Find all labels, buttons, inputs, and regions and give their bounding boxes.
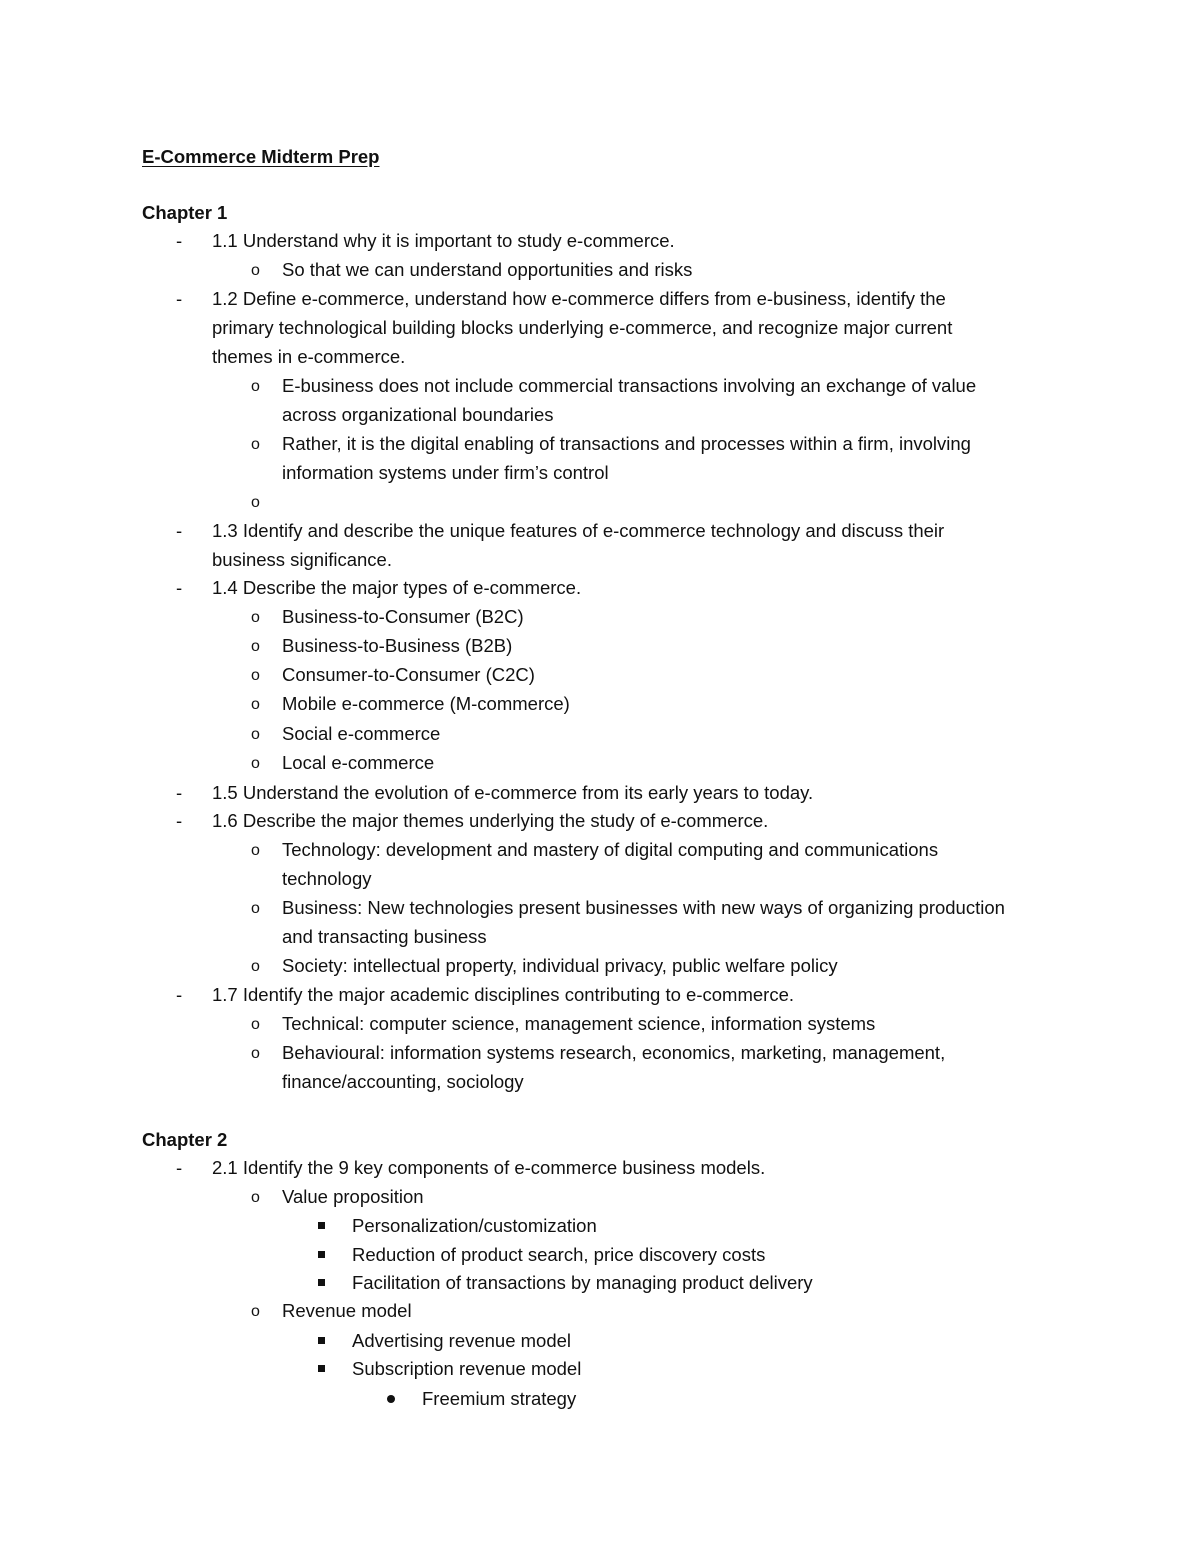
list-item: 1.3 Identify and describe the unique features of e-commerce technology and discuss their	[212, 520, 945, 541]
circle-bullet: o	[251, 1016, 260, 1033]
list-item: Revenue model	[282, 1300, 412, 1321]
circle-bullet: o	[251, 667, 260, 684]
square-bullet	[318, 1251, 325, 1258]
list-item: Society: intellectual property, individual privacy, public welfare policy	[282, 955, 838, 976]
list-item: Advertising revenue model	[352, 1330, 572, 1351]
list-item: Behavioural: information systems research, economics, marketing, management,	[282, 1042, 946, 1063]
list-item: 1.1 Understand why it is important to study e-commerce.	[212, 230, 675, 251]
circle-bullet: o	[251, 958, 260, 975]
list-item: Facilitation of transactions by managing product delivery	[352, 1272, 813, 1293]
document-title: E-Commerce Midterm Prep	[142, 146, 380, 167]
circle-bullet: o	[251, 755, 260, 772]
list-item: themes in e-commerce.	[212, 346, 406, 367]
dash-bullet: -	[176, 288, 183, 309]
circle-bullet: o	[251, 378, 260, 395]
dash-bullet: -	[176, 1157, 183, 1178]
list-item: 1.4 Describe the major types of e-commerce.	[212, 577, 582, 598]
list-item: Personalization/customization	[352, 1215, 597, 1236]
list-item: 1.6 Describe the major themes underlying the study of e-commerce.	[212, 810, 769, 831]
circle-bullet: o	[251, 726, 260, 743]
dash-bullet: -	[176, 810, 183, 831]
list-item: Technology: development and mastery of digital computing and communications	[282, 839, 939, 860]
list-item: Consumer-to-Consumer (C2C)	[282, 664, 535, 685]
list-item: 1.2 Define e-commerce, understand how e-commerce differs from e-business, identify the	[212, 288, 946, 309]
list-item: Technical: computer science, management science, information systems	[282, 1013, 876, 1034]
list-item: technology	[282, 868, 372, 889]
dash-bullet: -	[176, 782, 183, 803]
round-bullet	[387, 1395, 395, 1403]
square-bullet	[318, 1365, 325, 1372]
circle-bullet: o	[251, 1303, 260, 1320]
list-item: across organizational boundaries	[282, 404, 554, 425]
circle-bullet: o	[251, 1189, 260, 1206]
list-item: Value proposition	[282, 1186, 424, 1207]
list-item: and transacting business	[282, 926, 487, 947]
circle-bullet: o	[251, 609, 260, 626]
dash-bullet: -	[176, 984, 183, 1005]
circle-bullet: o	[251, 436, 260, 453]
square-bullet	[318, 1337, 325, 1344]
list-item: primary technological building blocks underlying e-commerce, and recognize major current	[212, 317, 953, 338]
circle-bullet: o	[251, 1045, 260, 1062]
chapter-2-heading: Chapter 2	[142, 1129, 228, 1150]
square-bullet	[318, 1222, 325, 1229]
circle-bullet: o	[251, 900, 260, 917]
list-item: information systems under firm’s control	[282, 462, 609, 483]
dash-bullet: -	[176, 520, 183, 541]
list-item: E-business does not include commercial transactions involving an exchange of value	[282, 375, 977, 396]
circle-bullet: o	[251, 638, 260, 655]
dash-bullet: -	[176, 230, 183, 251]
list-item: Subscription revenue model	[352, 1358, 582, 1379]
list-item: Reduction of product search, price discovery costs	[352, 1244, 766, 1265]
list-item: finance/accounting, sociology	[282, 1071, 524, 1092]
circle-bullet: o	[251, 842, 260, 859]
list-item: Rather, it is the digital enabling of transactions and processes within a firm, involving	[282, 433, 971, 454]
list-item: 1.7 Identify the major academic disciplines contributing to e-commerce.	[212, 984, 794, 1005]
list-item: business significance.	[212, 549, 392, 570]
list-item: Social e-commerce	[282, 723, 441, 744]
list-item: Business: New technologies present businesses with new ways of organizing production	[282, 897, 1005, 918]
chapter-1-heading: Chapter 1	[142, 202, 228, 223]
list-item: 2.1 Identify the 9 key components of e-commerce business models.	[212, 1157, 766, 1178]
list-item: Freemium strategy	[422, 1388, 577, 1409]
list-item: Business-to-Consumer (B2C)	[282, 606, 524, 627]
list-item: So that we can understand opportunities and risks	[282, 259, 693, 280]
list-item: 1.5 Understand the evolution of e-commerce from its early years to today.	[212, 782, 814, 803]
square-bullet	[318, 1279, 325, 1286]
list-item: Mobile e-commerce (M-commerce)	[282, 693, 570, 714]
circle-bullet: o	[251, 262, 260, 279]
list-item: Business-to-Business (B2B)	[282, 635, 513, 656]
dash-bullet: -	[176, 577, 183, 598]
circle-bullet: o	[251, 494, 260, 511]
list-item: Local e-commerce	[282, 752, 435, 773]
circle-bullet: o	[251, 696, 260, 713]
